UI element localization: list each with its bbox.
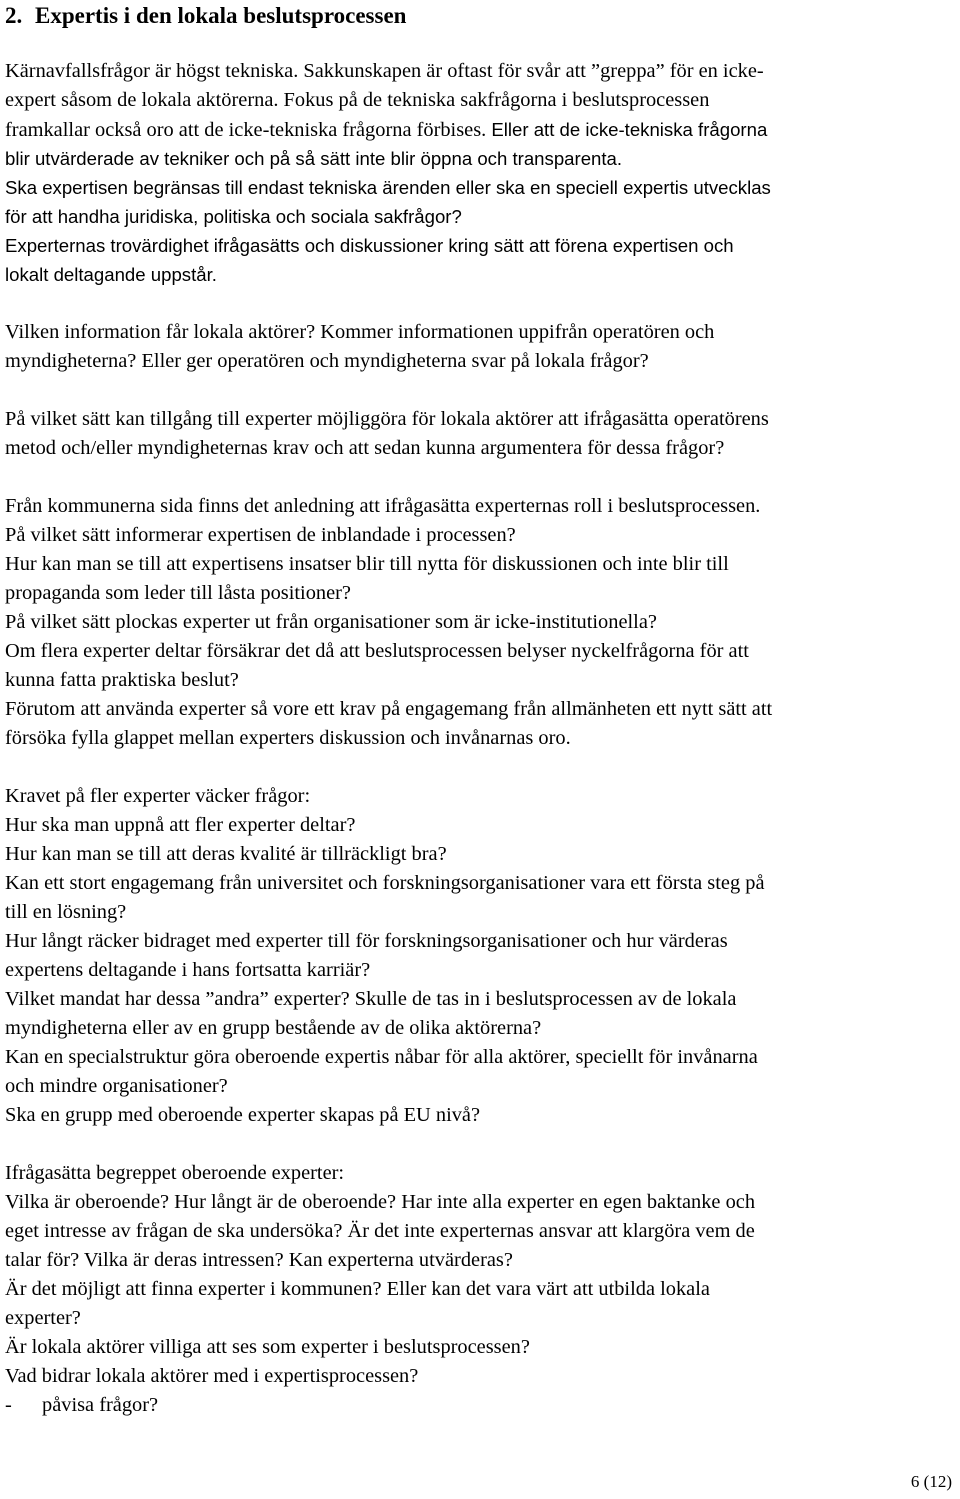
text-line bbox=[5, 260, 957, 289]
paragraph bbox=[5, 57, 957, 289]
document-body bbox=[5, 57, 957, 1420]
text-line bbox=[5, 1188, 957, 1217]
text-line bbox=[5, 202, 957, 231]
text-line bbox=[5, 695, 957, 724]
text-run: Kärnavfallsfrågor är högst tekniska. Sakkunskapen är oftast för svår att ”greppa” för en icke- bbox=[5, 60, 764, 82]
text-line bbox=[5, 666, 957, 695]
paragraph bbox=[5, 782, 957, 1130]
text-line bbox=[5, 1246, 957, 1275]
section-title: Expertis i den lokala beslutsprocessen bbox=[35, 3, 407, 28]
paragraph bbox=[5, 318, 957, 376]
text-line bbox=[5, 956, 957, 985]
text-run: Vilka är oberoende? Hur långt är de oberoende? Har inte alla experter en egen baktanke och bbox=[5, 1191, 756, 1213]
text-run: Vilket mandat har dessa ”andra” experter? Skulle de tas in i beslutsprocessen av de lokala bbox=[5, 988, 737, 1010]
text-line bbox=[5, 144, 957, 173]
text-run: På vilket sätt plockas experter ut från organisationer som är icke-institutionella? bbox=[5, 611, 657, 633]
text-line bbox=[5, 608, 957, 637]
text-run-sans: lokalt deltagande uppstår. bbox=[5, 264, 217, 285]
text-line bbox=[5, 927, 957, 956]
text-line bbox=[5, 521, 957, 550]
text-run: försöka fylla glappet mellan experters diskussion och invånarnas oro. bbox=[5, 727, 571, 749]
paragraph bbox=[5, 492, 957, 753]
text-run: Hur kan man se till att deras kvalité är tillräckligt bra? bbox=[5, 843, 447, 865]
text-run: Är det möjligt att finna experter i kommunen? Eller kan det vara värt att utbilda lokala bbox=[5, 1278, 710, 1300]
text-line bbox=[5, 1043, 957, 1072]
text-run-sans: Eller att de icke-tekniska frågorna bbox=[491, 119, 768, 140]
text-run: Hur långt räcker bidraget med experter till för forskningsorganisationer och hur värderas bbox=[5, 930, 728, 952]
text-run: Från kommunerna sida finns det anledning att ifrågasätta experternas roll i beslutsprocessen. bbox=[5, 495, 761, 517]
text-line bbox=[5, 231, 957, 260]
text-line bbox=[5, 492, 957, 521]
text-run: expertens deltagande i hans fortsatta karriär? bbox=[5, 959, 371, 981]
text-line bbox=[5, 1391, 957, 1420]
text-line bbox=[5, 1362, 957, 1391]
text-run: Hur kan man se till att expertisens insatser blir till nytta för diskussionen och inte blir till bbox=[5, 553, 729, 575]
text-line bbox=[5, 57, 957, 86]
text-run: kunna fatta praktiska beslut? bbox=[5, 669, 239, 691]
text-line bbox=[5, 1072, 957, 1101]
section-heading bbox=[5, 0, 957, 32]
text-run: eget intresse av frågan de ska undersöka? Är det inte experternas ansvar att klargöra vem de bbox=[5, 1220, 755, 1242]
text-line bbox=[5, 86, 957, 115]
text-run: Vad bidrar lokala aktörer med i expertisprocessen? bbox=[5, 1365, 419, 1387]
text-run: expert såsom de lokala aktörerna. Fokus på de tekniska sakfrågorna i beslutsprocessen bbox=[5, 89, 710, 111]
text-line bbox=[5, 724, 957, 753]
text-run: experter? bbox=[5, 1307, 81, 1329]
text-line bbox=[5, 550, 957, 579]
text-line bbox=[5, 840, 957, 869]
text-line bbox=[5, 434, 957, 463]
text-run: Är lokala aktörer villiga att ses som experter i beslutsprocessen? bbox=[5, 1336, 530, 1358]
text-run: Kan ett stort engagemang från universitet och forskningsorganisationer vara ett första steg på bbox=[5, 872, 765, 894]
text-line bbox=[5, 347, 957, 376]
paragraph bbox=[5, 1159, 957, 1420]
list-dash: - bbox=[5, 1394, 12, 1416]
text-line bbox=[5, 985, 957, 1014]
text-line bbox=[5, 1275, 957, 1304]
text-run: Om flera experter deltar försäkrar det då att beslutsprocessen belyser nyckelfrågorna för att bbox=[5, 640, 749, 662]
text-line bbox=[5, 637, 957, 666]
text-line bbox=[5, 811, 957, 840]
section-number: 2. bbox=[5, 3, 23, 28]
text-run: Kan en specialstruktur göra oberoende expertis nåbar för alla aktörer, speciellt för invånarna bbox=[5, 1046, 758, 1068]
text-run: Ska en grupp med oberoende experter skapas på EU nivå? bbox=[5, 1104, 481, 1126]
text-line bbox=[5, 1217, 957, 1246]
page-number: 6 (12) bbox=[910, 1472, 952, 1491]
text-run: myndigheterna? Eller ger operatören och myndigheterna svar på lokala frågor? bbox=[5, 350, 649, 372]
text-line bbox=[5, 1304, 957, 1333]
text-line bbox=[5, 898, 957, 927]
text-run: propaganda som leder till låsta positioner? bbox=[5, 582, 351, 604]
text-run-sans: Ska expertisen begränsas till endast tekniska ärenden eller ska en speciell expertis utvecklas bbox=[5, 177, 771, 198]
text-line bbox=[5, 579, 957, 608]
text-run: Hur ska man uppnå att fler experter deltar? bbox=[5, 814, 356, 836]
document-page bbox=[5, 0, 957, 1420]
text-run: påvisa frågor? bbox=[42, 1394, 159, 1416]
text-line bbox=[5, 869, 957, 898]
text-run: framkallar också oro att de icke-tekniska frågorna förbises. bbox=[5, 119, 492, 141]
text-line bbox=[5, 1159, 957, 1188]
text-line bbox=[5, 318, 957, 347]
text-run: myndigheterna eller av en grupp bestående av de olika aktörerna? bbox=[5, 1017, 542, 1039]
text-run-sans: för att handha juridiska, politiska och sociala sakfrågor? bbox=[5, 206, 462, 227]
text-run-sans: Experternas trovärdighet ifrågasätts och diskussioner kring sätt att förena expertisen och bbox=[5, 235, 734, 256]
text-line bbox=[5, 115, 957, 144]
paragraph bbox=[5, 405, 957, 463]
text-line bbox=[5, 405, 957, 434]
text-run-sans: blir utvärderade av tekniker och på så sätt inte blir öppna och transparenta. bbox=[5, 148, 623, 169]
text-run: På vilket sätt informerar expertisen de inblandade i processen? bbox=[5, 524, 516, 546]
text-line bbox=[5, 782, 957, 811]
text-line bbox=[5, 1101, 957, 1130]
text-run: talar för? Vilka är deras intressen? Kan experterna utvärderas? bbox=[5, 1249, 513, 1271]
text-line bbox=[5, 173, 957, 202]
text-run: Förutom att använda experter så vore ett krav på engagemang från allmänheten ett nytt sätt att bbox=[5, 698, 773, 720]
text-run: Ifrågasätta begreppet oberoende experter: bbox=[5, 1162, 345, 1184]
text-line bbox=[5, 1333, 957, 1362]
text-run: till en lösning? bbox=[5, 901, 127, 923]
text-run: Kravet på fler experter väcker frågor: bbox=[5, 785, 311, 807]
text-run: På vilket sätt kan tillgång till experter möjliggöra för lokala aktörer att ifrågasätta operatörens bbox=[5, 408, 769, 430]
text-run: metod och/eller myndigheternas krav och att sedan kunna argumentera för dessa frågor? bbox=[5, 437, 725, 459]
text-run: Vilken information får lokala aktörer? Kommer informationen uppifrån operatören och bbox=[5, 321, 715, 343]
text-line bbox=[5, 1014, 957, 1043]
text-run: och mindre organisationer? bbox=[5, 1075, 228, 1097]
